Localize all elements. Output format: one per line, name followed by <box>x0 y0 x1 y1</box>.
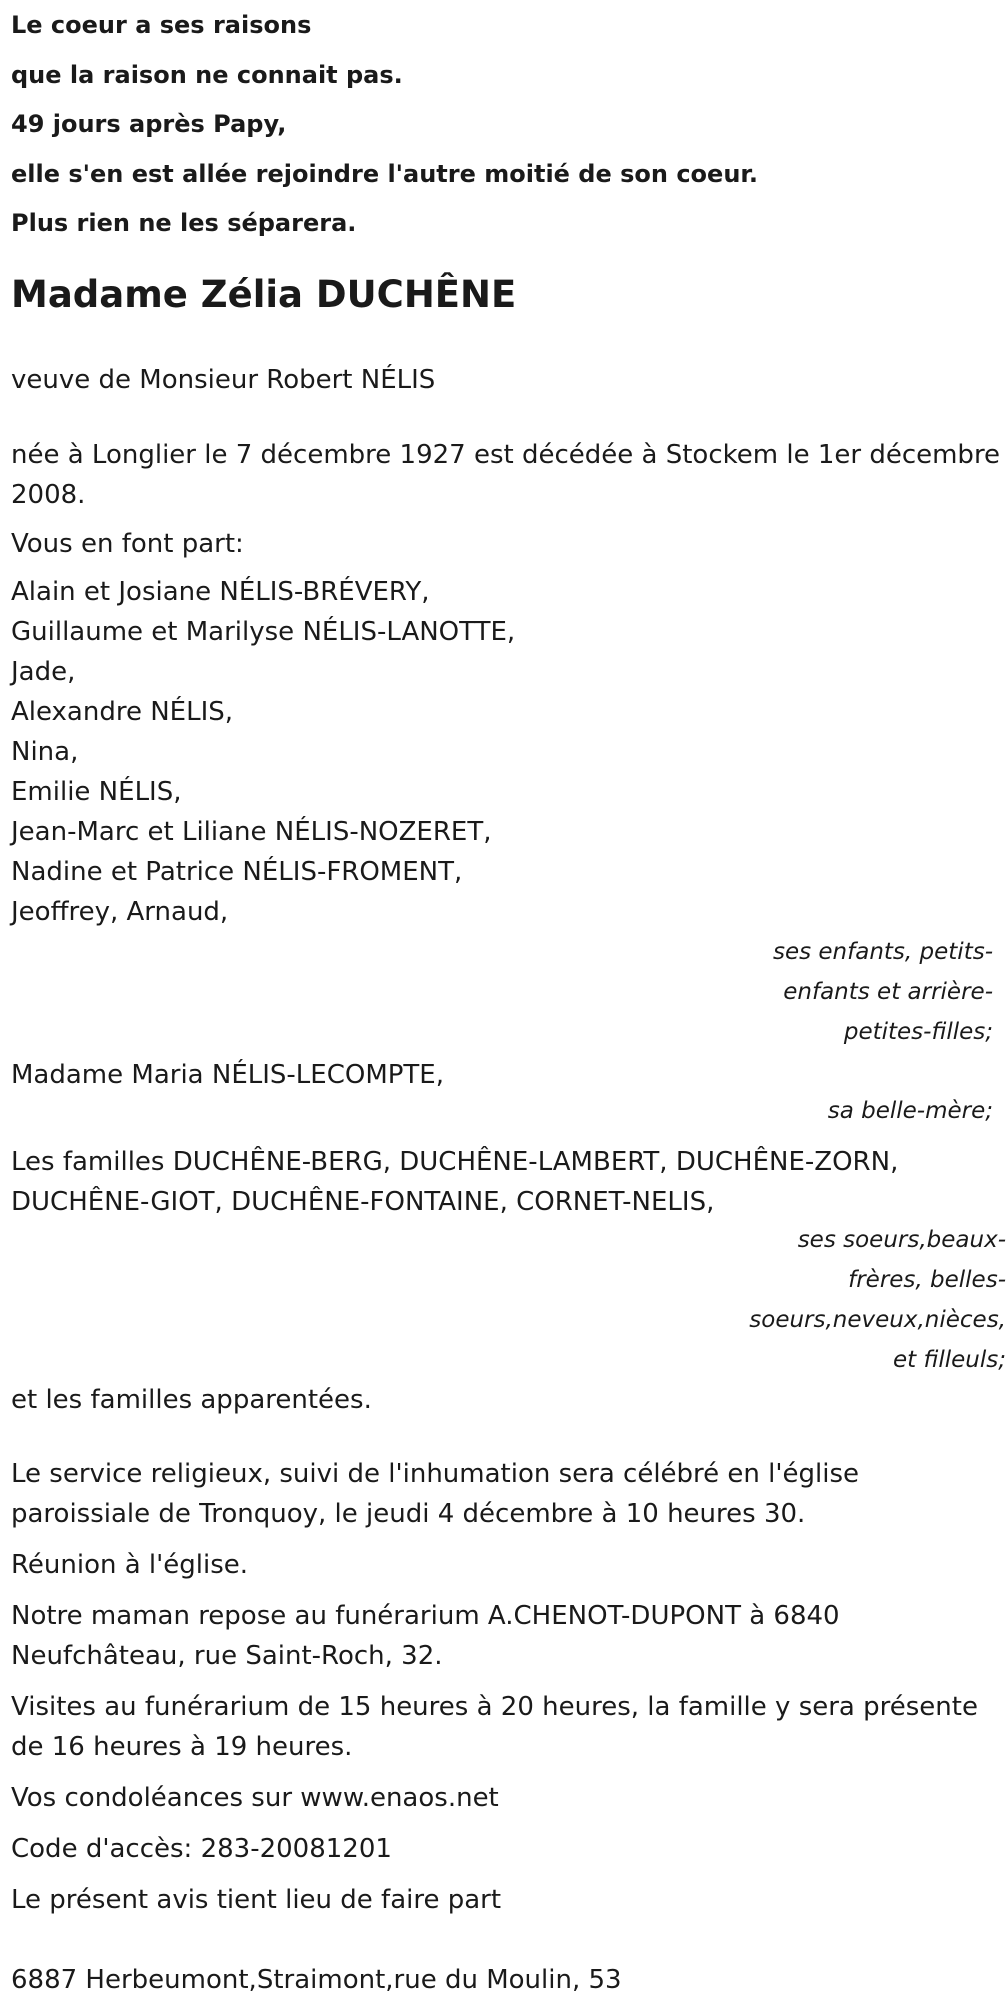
condolences-info: Vos condoléances sur www.enaos.net <box>11 1782 499 1813</box>
visits-info: Visites au funérarium de 15 heures à 20 heures, la famille y sera présente de 16 heures à 19 heures. <box>11 1691 978 1762</box>
related-families: et les familles apparentées. <box>11 1384 372 1415</box>
families-relation-text: ses soeurs,beaux-frères, belles-soeurs,neveux,nièces, et filleuls; <box>749 1226 1006 1373</box>
list-item: Jade, <box>11 656 76 687</box>
list-item: Nadine et Patrice NÉLIS-FROMENT, <box>11 856 463 887</box>
list-item: Guillaume et Marilyse NÉLIS-LANOTTE, <box>11 616 516 647</box>
obituary-notice <box>11 0 1006 2000</box>
mother-in-law: Madame Maria NÉLIS-LECOMPTE, <box>11 1059 444 1090</box>
notice-info: Le présent avis tient lieu de faire part <box>11 1884 502 1915</box>
quote-line: 49 jours après Papy, <box>11 110 287 138</box>
list-item: Nina, <box>11 736 79 767</box>
announcement-intro: Vous en font part: <box>11 528 244 559</box>
list-item: Jeoffrey, Arnaud, <box>11 896 229 927</box>
ceremony-info: Le service religieux, suivi de l'inhumation sera célébré en l'église paroissiale de Tronquoy, le jeudi 4 décembre à 10 heures 30. <box>11 1458 860 1529</box>
list-item: Alexandre NÉLIS, <box>11 696 234 727</box>
mother-in-law-relation: sa belle-mère; <box>827 1097 993 1124</box>
children-relation <box>11 932 993 1052</box>
widow-of: veuve de Monsieur Robert NÉLIS <box>11 364 436 395</box>
list-item: Alain et Josiane NÉLIS-BRÉVERY, <box>11 576 430 607</box>
birth-death-info: née à Longlier le 7 décembre 1927 est décédée à Stockem le 1er décembre 2008. <box>11 439 1001 510</box>
access-code: Code d'accès: 283-20081201 <box>11 1833 392 1864</box>
list-item: Jean-Marc et Liliane NÉLIS-NOZERET, <box>11 816 492 847</box>
list-item: Emilie NÉLIS, <box>11 776 182 807</box>
meeting-info: Réunion à l'église. <box>11 1549 249 1580</box>
families-relation <box>11 1220 1006 1380</box>
quote-line: Plus rien ne les séparera. <box>11 209 357 237</box>
families-list: Les familles DUCHÊNE-BERG, DUCHÊNE-LAMBERT, DUCHÊNE-ZORN, DUCHÊNE-GIOT, DUCHÊNE-FONTAINE, CORNET-NELIS, <box>11 1146 899 1217</box>
children-relation-text: ses enfants, petits-enfants et arrière-petites-filles; <box>772 938 993 1045</box>
opening-quote <box>11 1 1001 249</box>
deceased-name: Madame Zélia DUCHÊNE <box>11 272 517 316</box>
quote-line: Le coeur a ses raisons <box>11 11 312 39</box>
quote-line: que la raison ne connait pas. <box>11 60 403 89</box>
quote-line: elle s'en est allée rejoindre l'autre moitié de son coeur. <box>11 159 758 188</box>
family-address: 6887 Herbeumont,Straimont,rue du Moulin, 53 <box>11 1964 622 1995</box>
children-list <box>11 572 1001 932</box>
funeral-home-info: Notre maman repose au funérarium A.CHENOT-DUPONT à 6840 Neufchâteau, rue Saint-Roch, 32. <box>11 1600 840 1671</box>
